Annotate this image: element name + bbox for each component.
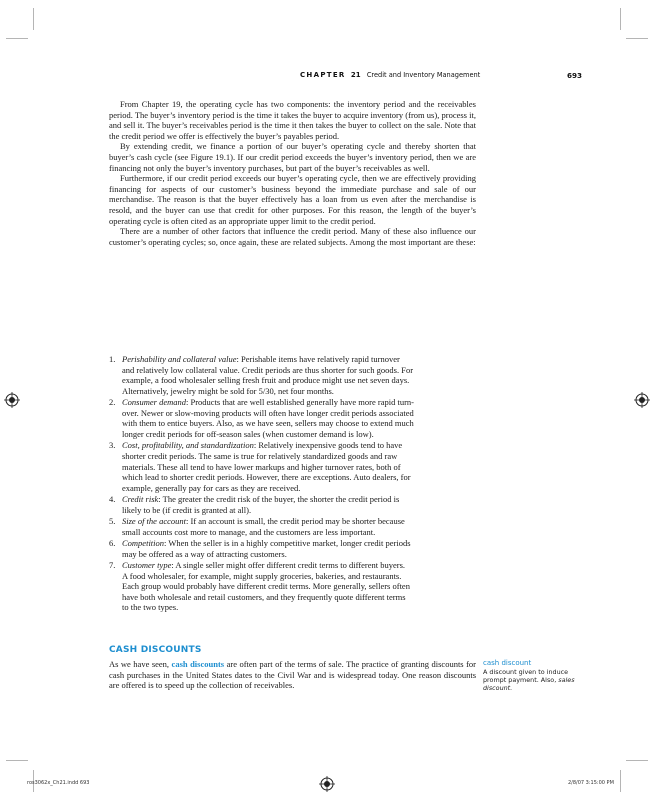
item-line: and relatively low collateral value. Credit periods are thus shorter for such goods. For	[122, 364, 414, 375]
registration-mark-icon	[319, 776, 335, 792]
chapter-number: 21	[350, 71, 361, 79]
item-line: have both wholesale and retail customers, and they frequently quote different terms	[122, 591, 406, 602]
crop-mark	[620, 770, 621, 792]
item-line: materials. These all tend to have lower markups and higher turnover rates, both of	[122, 461, 401, 472]
item-line: Alternatively, jewelry might be sold for 5/30, net four months.	[122, 385, 334, 396]
list-item: 4. Credit risk: The greater the credit risk of the buyer, the shorter the credit period is likely to be (if credit is granted at all).	[109, 494, 476, 515]
chapter-word: CHAPTER	[300, 71, 346, 79]
item-line: example, a food wholesaler selling fresh fruit and produce might use net seven days.	[122, 375, 410, 386]
footer-file-slug: ros3062x_Ch21.indd 693	[27, 780, 90, 786]
item-line: Relatively inexpensive goods tend to have	[258, 440, 403, 451]
item-line: The greater the credit risk of the buyer, the shorter the credit period is	[162, 494, 400, 505]
paragraph: There are a number of other factors that influence the credit period. Many of these also influence our customer’s operating cycles; so, once again, these are related subjects. Among the most important are these:	[109, 226, 476, 247]
paragraph: By extending credit, we finance a portion of our buyer’s operating cycle and thereby shorten that buyer’s cash cycle (see Figure 19.1). If our credit period exceeds the buyer’s inventory period, then we are financing not only the buyer’s inventory purchases, but part of the buyer’s receivables as well.	[109, 141, 476, 173]
cash-discount-paragraph	[109, 659, 476, 691]
list-item: 7. Customer type: A single seller might offer different credit terms to different buyers. A food wholesaler, for example, might supply groceries, bakeries, and restaurants. Each group would probably have different credit terms. More generally, sellers often have both wholesale and retail customers, and they frequently quote different terms to the two types.	[109, 560, 476, 613]
credit-factors-list	[109, 354, 476, 614]
crop-mark	[626, 38, 648, 39]
item-term: Credit risk	[122, 494, 159, 505]
item-number: 5.	[109, 516, 116, 527]
glossary-term: cash discount	[483, 659, 532, 667]
footer-date-slug: 2/8/07 3:15:00 PM	[568, 780, 614, 786]
item-line: to the two types.	[122, 602, 179, 613]
registration-mark-icon	[4, 392, 20, 408]
item-line: with them to entice buyers. Also, as we have seen, sellers may choose to extend much	[122, 418, 414, 429]
item-line: over. Newer or slow-moving products will often have longer credit periods associated	[122, 407, 414, 418]
crop-mark	[33, 8, 34, 30]
item-term: Size of the account	[122, 516, 186, 527]
item-line: shorter credit periods. The same is true for relatively standardized goods and raw	[122, 450, 398, 461]
body-text	[109, 99, 476, 247]
chapter-title: Credit and Inventory Management	[366, 71, 481, 79]
crop-mark	[626, 760, 648, 761]
paragraph: From Chapter 19, the operating cycle has two components: the inventory period and the receivables period. The buyer’s inventory period is the time it takes the buyer to acquire inventory (from us), process it, and sell it. The buyer’s receivables period is the time it then takes the buyer to collect on the sale. Note that the credit period we offer is effectively the buyer’s payables period.	[109, 99, 476, 141]
item-line: When the seller is in a highly competitive market, longer credit periods	[168, 538, 411, 549]
item-line: longer credit periods for off-season sales (when customer demand is low).	[122, 428, 374, 439]
section-heading: CASH DISCOUNTS	[109, 645, 202, 655]
page-number: 693	[567, 71, 583, 80]
glossary-definition: A discount given to induce prompt payment. Also,	[483, 668, 569, 684]
item-line: example, generally pay for cars as they are received.	[122, 482, 301, 493]
list-item: 1. Perishability and collateral value: Perishable items have relatively rapid turnover and relatively low collateral value. Credit periods are thus shorter for such goods. For example, a food wholesaler selling fresh fruit and produce might use net seven days. Alternatively, jewelry might be sold for 5/30, net four months.	[109, 354, 476, 396]
item-line: Perishable items have relatively rapid turnover	[241, 354, 400, 364]
list-item: 5. Size of the account: If an account is small, the credit period may be shorter because small accounts cost more to manage, and the customers are less important.	[109, 516, 476, 537]
item-number: 7.	[109, 560, 116, 571]
crop-mark	[6, 38, 28, 39]
item-line: If an account is small, the credit period may be shorter because	[190, 516, 405, 527]
item-number: 1.	[109, 354, 116, 364]
list-item: 2. Consumer demand: Products that are well established generally have more rapid turn- over. Newer or slow-moving products will often have longer credit periods associated with them to entice buyers. Also, as we have seen, sellers may choose to extend much longer credit periods for off-season sales (when customer demand is low).	[109, 397, 476, 439]
item-line: likely to be (if credit is granted at all).	[122, 504, 252, 515]
item-term: Cost, profitability, and standardization	[122, 440, 254, 451]
crop-mark	[620, 8, 621, 30]
registration-mark-icon	[634, 392, 650, 408]
margin-glossary-note	[483, 659, 593, 692]
item-line: Each group would probably have different credit terms. More generally, sellers often	[122, 581, 410, 592]
crop-mark	[6, 760, 28, 761]
item-number: 3.	[109, 440, 116, 451]
item-term: Perishability and collateral value	[122, 354, 237, 364]
item-line: may be offered as a way of attracting customers.	[122, 548, 287, 559]
item-line: which lead to shorter credit periods. However, there are exceptions. Auto dealers, for	[122, 472, 411, 483]
item-number: 6.	[109, 538, 116, 549]
key-term: cash discounts	[171, 659, 225, 669]
list-item: 6. Competition: When the seller is in a highly competitive market, longer credit periods may be offered as a way of attracting customers.	[109, 538, 476, 559]
paragraph-rest: are often part of the terms of sale. The practice of granting discounts for cash purchases in the United States dates to the Civil War and is widespread today. One reason discounts are offered is to speed up the collection of receivables.	[109, 659, 476, 691]
item-number: 4.	[109, 494, 116, 505]
item-number: 2.	[109, 397, 116, 408]
paragraph: Furthermore, if our credit period exceeds our buyer’s operating cycle, then we are effectively providing financing for aspects of our customer’s business beyond the immediate purchase and sale of our merchandise. The reason is that the buyer effectively has a loan from us even after the merchandise is resold, and the buyer can use that credit for other purposes. For this reason, the length of the buyer’s operating cycle is often cited as an appropriate upper limit to the credit period.	[109, 173, 476, 226]
item-term: Customer type	[122, 560, 172, 571]
glossary-alias: sales discount.	[483, 676, 575, 692]
running-head	[300, 71, 481, 79]
paragraph-lead: As we have seen,	[109, 659, 172, 669]
item-line: A food wholesaler, for example, might supply groceries, bakeries, and restaurants.	[122, 570, 402, 581]
item-line: A single seller might offer different credit terms to different buyers.	[175, 560, 406, 571]
list-item: 3. Cost, profitability, and standardization: Relatively inexpensive goods tend to have shorter credit periods. The same is true for relatively standardized goods and raw materials. These all tend to have lower markups and higher turnover rates, both of which lead to shorter credit periods. However, there are exceptions. Auto dealers, for example, generally pay for cars as they are received.	[109, 440, 476, 493]
item-term: Competition	[122, 538, 165, 549]
item-line: small accounts cost more to manage, and the customers are less important.	[122, 526, 376, 537]
item-term: Consumer demand	[122, 397, 186, 408]
item-line: Products that are well established generally have more rapid turn-	[190, 397, 415, 408]
